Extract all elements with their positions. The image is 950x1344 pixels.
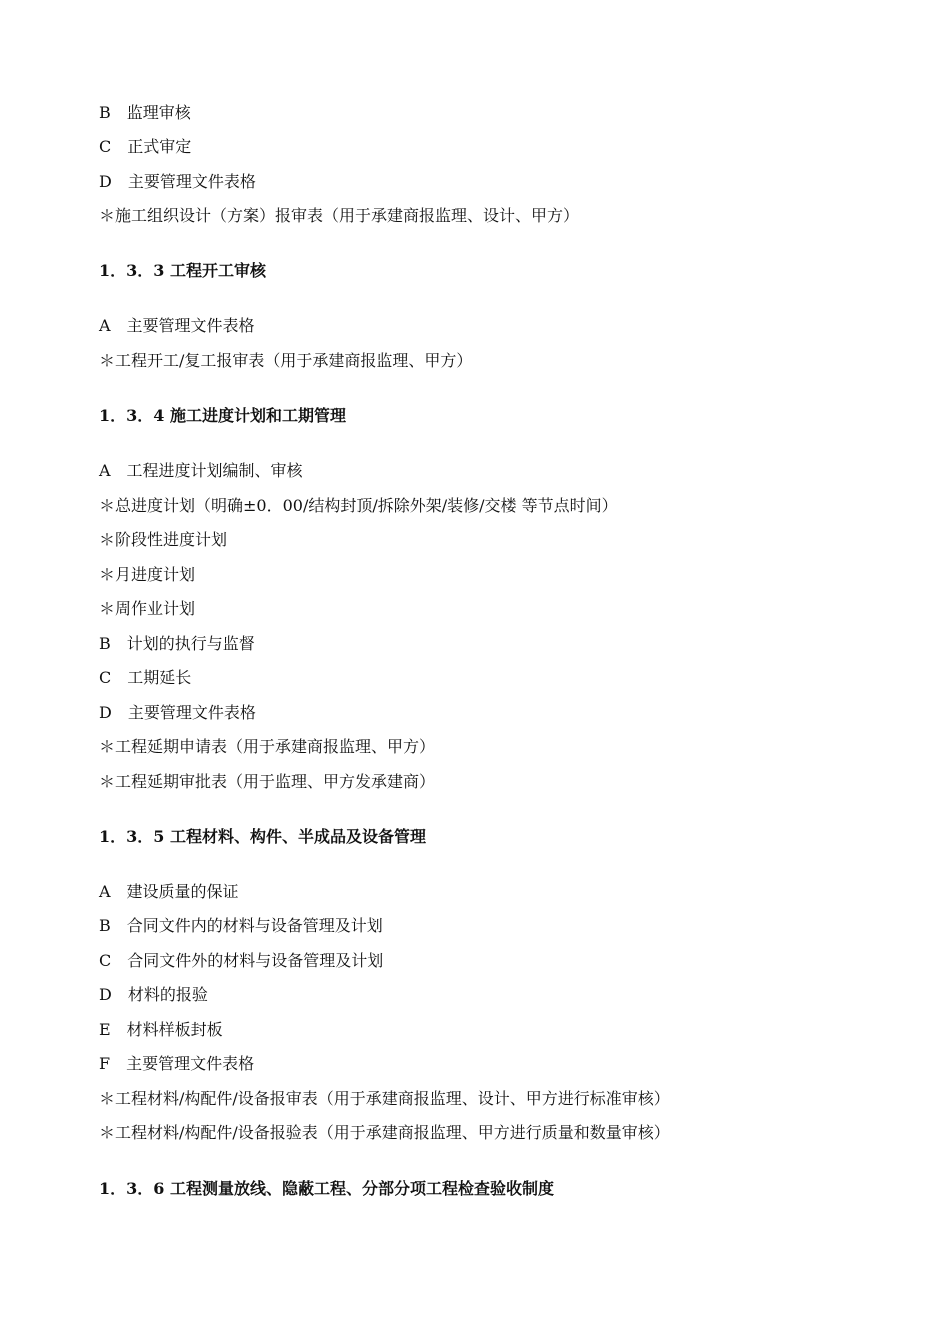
list-item: A 建设质量的保证 [99, 882, 239, 901]
list-item: A 工程进度计划编制、审核 [99, 461, 303, 480]
list-item: D 主要管理文件表格 [99, 703, 256, 722]
bullet-item: ＊工程延期申请表（用于承建商报监理、甲方） [99, 737, 436, 756]
bullet-item: ＊施工组织设计（方案）报审表（用于承建商报监理、设计、甲方） [99, 206, 580, 225]
list-item: C 合同文件外的材料与设备管理及计划 [99, 951, 384, 970]
bullet-item: ＊周作业计划 [99, 599, 196, 618]
bullet-item: ＊工程延期审批表（用于监理、甲方发承建商） [99, 772, 436, 791]
list-item: B 监理审核 [99, 103, 191, 122]
bullet-item: ＊工程材料/构配件/设备报审表（用于承建商报监理、设计、甲方进行标准审核） [99, 1089, 670, 1108]
list-item: D 材料的报验 [99, 985, 208, 1004]
section-heading: 1．3．5 工程材料、构件、半成品及设备管理 [99, 827, 426, 846]
list-item: B 计划的执行与监督 [99, 634, 255, 653]
list-item: E 材料样板封板 [99, 1020, 223, 1039]
bullet-item: ＊月进度计划 [99, 565, 196, 584]
list-item: C 正式审定 [99, 137, 192, 156]
bullet-item: ＊工程开工/复工报审表（用于承建商报监理、甲方） [99, 351, 473, 370]
bullet-item: ＊工程材料/构配件/设备报验表（用于承建商报监理、甲方进行质量和数量审核） [99, 1123, 670, 1142]
list-item: D 主要管理文件表格 [99, 172, 256, 191]
list-item: A 主要管理文件表格 [99, 316, 255, 335]
list-item: F 主要管理文件表格 [99, 1054, 255, 1073]
section-heading: 1．3．4 施工进度计划和工期管理 [99, 406, 346, 425]
section-heading: 1．3．3 工程开工审核 [99, 261, 266, 280]
list-item: C 工期延长 [99, 668, 192, 687]
bullet-item: ＊总进度计划（明确±0．00/结构封顶/拆除外架/装修/交楼 等节点时间） [99, 496, 618, 515]
bullet-item: ＊阶段性进度计划 [99, 530, 228, 549]
list-item: B 合同文件内的材料与设备管理及计划 [99, 916, 383, 935]
section-heading: 1．3．6 工程测量放线、隐蔽工程、分部分项工程检查验收制度 [99, 1179, 554, 1198]
